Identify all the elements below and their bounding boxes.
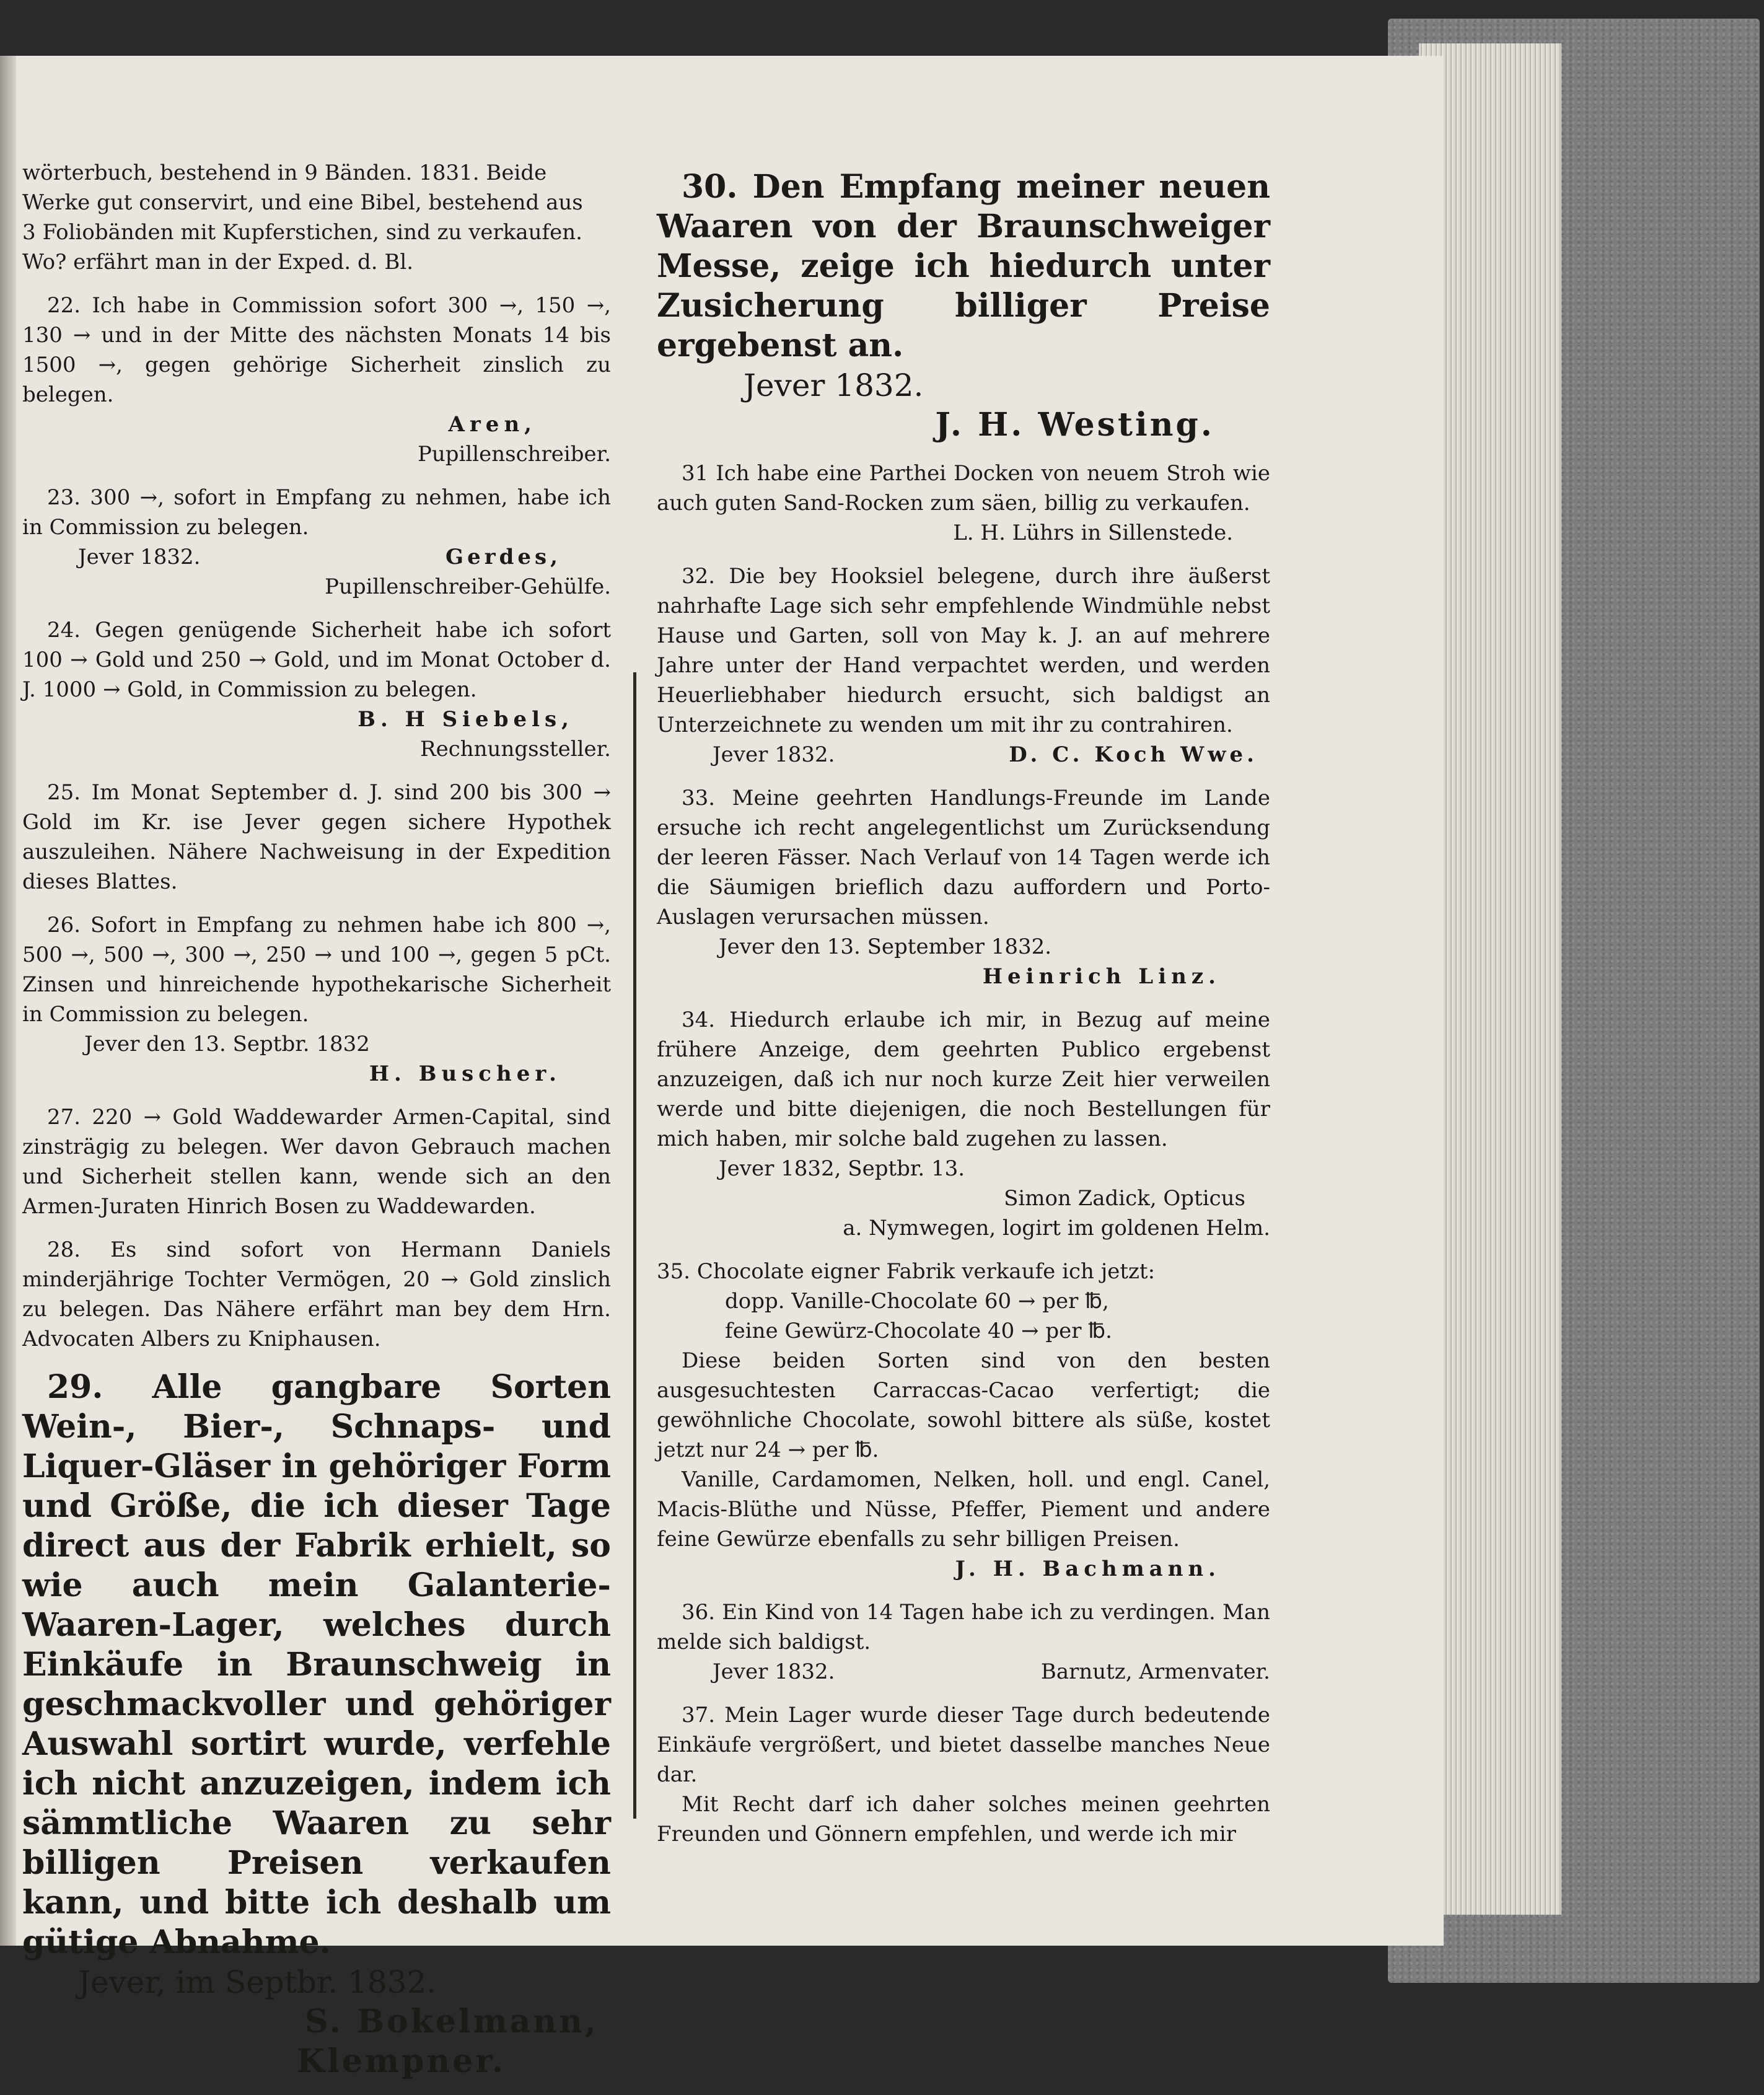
ad-text: 29. Alle gangbare Sorten Wein-, Bier-, Schnaps- und Liquer-Gläser in gehöriger Form und Größe, die ich dieser Tage direct aus der Fabrik erhielt, so wie auch mein Galanterie-Waaren-Lager, welches durch Einkäufe in Braunschweig in geschmackvoller und gehöriger Auswahl sortirt wurde, verfehle ich nicht anzuzeigen, indem ich sämmtliche Waaren zu sehr billigen Preisen verkaufen kann, und bitte ich deshalb um gütige Abnahme. — [22, 1368, 611, 1961]
ad-signature: Barnutz, Armenvater. — [1040, 1659, 1270, 1684]
price-line: feine Gewürz-Chocolate 40 → per ℔. — [725, 1319, 1112, 1343]
ad-date: Jever 1832. — [78, 545, 201, 569]
ad-signature: S. Bokelmann, — [305, 2003, 599, 2040]
ad-signature-role: Klempner. — [296, 2042, 506, 2080]
ad-signature: D. C. Koch Wwe. — [1009, 742, 1258, 767]
column-rule — [633, 672, 636, 1819]
text-line: wörterbuch, bestehend in 9 Bänden. 1831. Beide — [22, 160, 547, 185]
ad-text: 33. Meine geehrten Handlungs-Freunde im Lande ersuche ich recht angelegentlichst um Zurücksendung der leeren Fässer. Nach Verlauf von 14 Tagen werde ich die Säumigen brieflich dazu auffordern und Porto-Auslagen verursachen müssen. — [657, 786, 1270, 929]
ad-text: 37. Mein Lager wurde dieser Tage durch bedeutende Einkäufe vergrößert, und bietet dasselbe manches Neue dar. — [657, 1703, 1270, 1787]
ad-27 — [22, 1102, 611, 1221]
ad-text: 27. 220 → Gold Waddewarder Armen-Capital, sind zinsträgig zu belegen. Wer davon Gebrauch machen und Sicherheit stellen kann, wende sich an den Armen-Juraten Hinrich Bosen zu Waddewarden. — [22, 1105, 611, 1219]
ad-text: 26. Sofort in Empfang zu nehmen habe ich 800 →, 500 →, 500 →, 300 →, 250 → und 100 →, gegen 5 pCt. Zinsen und hinreichende hypothekarische Sicherheit in Commission zu belegen. — [22, 913, 611, 1027]
text-line: Wo? erfährt man in der Exped. d. Bl. — [22, 250, 414, 275]
ad-signature: J. H. Westing. — [935, 406, 1214, 444]
ad-text: 35. Chocolate eigner Fabrik verkaufe ich jetzt: — [657, 1259, 1156, 1284]
ad-33 — [657, 783, 1270, 991]
ad-signature: H. Buscher. — [369, 1061, 561, 1086]
ad-35 — [657, 1257, 1270, 1584]
ad-26 — [22, 910, 611, 1089]
ad-22 — [22, 291, 611, 469]
ad-date: Jever 1832. — [744, 367, 924, 403]
ad-date: Jever 1832, Septbr. 13. — [719, 1156, 965, 1181]
ad-37 — [657, 1700, 1270, 1849]
ad-signature: Aren, — [448, 412, 537, 437]
ad-signature: L. H. Lührs in Sillenstede. — [953, 520, 1233, 545]
ad-text: 31 Ich habe eine Parthei Docken von neuem Stroh wie auch guten Sand-Rocken zum säen, billig zu verkaufen. — [657, 461, 1270, 516]
ad-text: 30. Den Empfang meiner neuen Waaren von der Braunschweiger Messe, zeige ich hiedurch unter Zusicherung billiger Preise ergebenst an. — [657, 168, 1270, 364]
price-line: dopp. Vanille-Chocolate 60 → per ℔, — [725, 1289, 1109, 1314]
ad-signature-role: Pupillenschreiber-Gehülfe. — [325, 574, 611, 599]
ad-signature-role: a. Nymwegen, logirt im goldenen Helm. — [843, 1216, 1270, 1241]
ad-29 — [22, 1368, 611, 2081]
ad-signature: J. H. Bachmann. — [955, 1557, 1221, 1581]
ad-signature-role: Pupillenschreiber. — [417, 442, 611, 467]
ad-text: 36. Ein Kind von 14 Tagen habe ich zu verdingen. Man melde sich baldigst. — [657, 1600, 1270, 1654]
ad-text: 28. Es sind sofort von Hermann Daniels minderjährige Tochter Vermögen, 20 → Gold zinslich zu belegen. Das Nähere erfährt man bey dem Hrn. Advocaten Albers zu Kniphausen. — [22, 1237, 611, 1351]
ad-24 — [22, 615, 611, 764]
left-column — [22, 158, 611, 2095]
page-gutter — [0, 56, 16, 1946]
ad-intro — [22, 158, 611, 277]
ad-paragraph: Diese beiden Sorten sind von den besten ausgesuchtesten Carraccas-Cacao verfertigt; die gewöhnliche Chocolate, sowohl bittere als süße, kostet jetzt nur 24 → per ℔. — [657, 1348, 1270, 1462]
ad-text: 22. Ich habe in Commission sofort 300 →, 150 →, 130 → und in der Mitte des nächsten Monats 14 bis 1500 →, gegen gehörige Sicherheit zinslich zu belegen. — [22, 293, 611, 407]
ad-date: Jever 1832. — [713, 1659, 835, 1684]
ad-30 — [657, 167, 1270, 445]
ad-34 — [657, 1005, 1270, 1243]
ad-paragraph: Vanille, Cardamomen, Nelken, holl. und engl. Canel, Macis-Blüthe und Nüsse, Pfeffer, Piement und andere feine Gewürze ebenfalls zu sehr billigen Preisen. — [657, 1467, 1270, 1552]
ad-text: 23. 300 →, sofort in Empfang zu nehmen, habe ich in Commission zu belegen. — [22, 485, 611, 540]
ad-signature: Heinrich Linz. — [982, 964, 1221, 989]
ad-23 — [22, 483, 611, 602]
ad-text: 25. Im Monat September d. J. sind 200 bis 300 → Gold im Kr. ise Jever gegen sichere Hypothek auszuleihen. Nähere Nachweisung in der Expedition dieses Blattes. — [22, 780, 611, 894]
ad-text: 32. Die bey Hooksiel belegene, durch ihre äußerst nahrhafte Lage sich sehr empfehlende Windmühle nebst Hause und Garten, soll von May k. J. an auf mehrere Jahre unter der Hand verpachtet werden, und werden Heuerliebhaber hiedurch ersucht, sich baldigst an Unterzeichnete zu wenden um mit ihr zu contrahiren. — [657, 564, 1270, 737]
ad-text: 34. Hiedurch erlaube ich mir, in Bezug auf meine frühere Anzeige, dem geehrten Publico ergebenst anzuzeigen, daß ich nur noch kurze Zeit hier verweilen werde und bitte diejenigen, die noch Bestellungen für mich haben, mir solche bald zugehen zu lassen. — [657, 1008, 1270, 1151]
text-line: 3 Foliobänden mit Kupferstichen, sind zu verkaufen. — [22, 220, 582, 245]
ad-signature: B. H Siebels, — [358, 707, 574, 732]
ad-signature: Simon Zadick, Opticus — [1004, 1186, 1245, 1211]
ad-date: Jever den 13. Septbr. 1832 — [84, 1032, 370, 1056]
ad-text: 24. Gegen genügende Sicherheit habe ich sofort 100 → Gold und 250 → Gold, und im Monat October d. J. 1000 → Gold, in Commission zu belegen. — [22, 618, 611, 702]
right-column — [657, 167, 1270, 1863]
ad-28 — [22, 1235, 611, 1354]
ad-paragraph: Mit Recht darf ich daher solches meinen geehrten Freunden und Gönnern empfehlen, und werde ich mir — [657, 1792, 1270, 1847]
ad-32 — [657, 561, 1270, 770]
ad-signature-role: Rechnungssteller. — [420, 737, 611, 762]
ad-date: Jever 1832. — [713, 742, 835, 767]
ad-36 — [657, 1597, 1270, 1687]
ad-signature: Gerdes, — [445, 545, 561, 569]
ad-25 — [22, 778, 611, 897]
ad-date: Jever, im Septbr. 1832. — [78, 1964, 437, 2000]
text-line: Werke gut conservirt, und eine Bibel, bestehend aus — [22, 190, 583, 215]
ad-date: Jever den 13. September 1832. — [719, 934, 1052, 959]
ad-31 — [657, 459, 1270, 548]
